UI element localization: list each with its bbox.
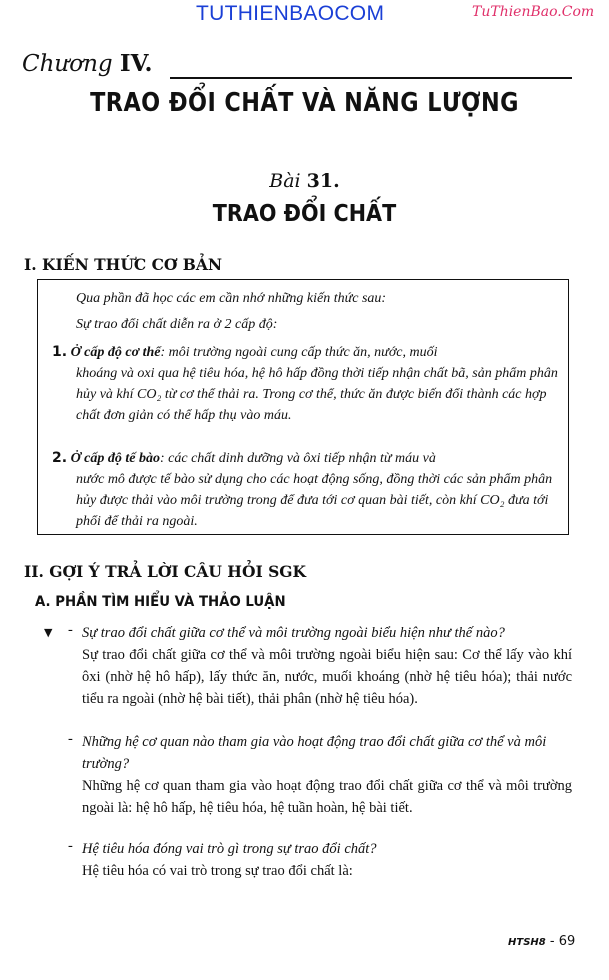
item-text: : các chất dinh dưỡng và ôxi tiếp nhận từ máu và xyxy=(160,451,436,466)
bullet-triangle-icon: ▼ xyxy=(44,626,53,639)
section-heading-answers: II. GỢI Ý TRẢ LỜI CÂU HỎI SGK xyxy=(24,562,306,581)
question-dash: - xyxy=(68,731,73,747)
summary-item-cell-level xyxy=(52,448,560,532)
summary-intro: Qua phần đã học các em cần nhớ những kiến thức sau: xyxy=(76,291,387,306)
lesson-word: Bài xyxy=(269,170,301,192)
lesson-number: 31. xyxy=(306,170,340,192)
lesson-title: TRAO ĐỔI CHẤT xyxy=(212,201,397,227)
item-text: : môi trường ngoài cung cấp thức ăn, nước, muối xyxy=(160,345,438,360)
page-number: 69 xyxy=(558,934,576,949)
item-term: Ở cấp độ cơ thể xyxy=(70,345,161,360)
summary-item-body-level xyxy=(52,342,560,426)
question-2: Những hệ cơ quan nào tham gia vào hoạt động trao đổi chất giữa cơ thể và môi trường? xyxy=(82,734,547,772)
chapter-rule xyxy=(170,77,572,79)
item-term: Ở cấp độ tế bào xyxy=(70,451,160,466)
item-text-continued: nước mô được tế bào sử dụng cho các hoạt động sống, đồng thời các sản phẩm phân hủy được thải vào môi trường trong để đưa tới cơ quan bài tiết, còn khí CO₂ đưa tới phổi để thải ra ngoài. xyxy=(76,472,553,529)
page-footer xyxy=(508,934,575,949)
item-number: 1. xyxy=(52,344,68,360)
lesson-label xyxy=(0,170,609,192)
question-dash: - xyxy=(68,838,73,854)
chapter-number: IV. xyxy=(119,50,153,77)
watermark-right: TuThienBao.Com xyxy=(472,4,595,20)
question-3: Hệ tiêu hóa đóng vai trò gì trong sự trao đổi chất? xyxy=(82,841,377,857)
summary-levels: Sự trao đổi chất diễn ra ở 2 cấp độ: xyxy=(76,317,278,332)
chapter-label xyxy=(22,50,153,77)
question-dash: - xyxy=(68,622,73,638)
chapter-title: TRAO ĐỔI CHẤT VÀ NĂNG LƯỢNG xyxy=(90,88,519,118)
item-text-continued: khoáng và oxi qua hệ tiêu hóa, hệ hô hấp đồng thời tiếp nhận chất bã, sản phẩm phân hủy và khí CO₂ từ cơ thể thải ra. Trong cơ thể, thức ăn được biến đổi thành các hợp chất đơn giản có thể hấp thụ vào máu. xyxy=(76,366,558,423)
book-code: HTSH8 xyxy=(508,937,546,948)
footer-separator: - xyxy=(545,934,559,949)
section-heading-basics: I. KIẾN THỨC CƠ BẢN xyxy=(24,255,223,274)
summary-box xyxy=(37,279,569,535)
answer-2: Những hệ cơ quan tham gia vào hoạt động trao đổi chất giữa cơ thể và môi trường ngoài là: hệ hô hấp, hệ tiêu hóa, hệ tuần hoàn, hệ bài tiết. xyxy=(82,778,572,816)
question-1: Sự trao đổi chất giữa cơ thể và môi trường ngoài biểu hiện như thế nào? xyxy=(82,625,505,641)
answer-1: Sự trao đổi chất giữa cơ thể và môi trường ngoài biểu hiện sau: Cơ thể lấy vào khí ôxi (nhờ hệ hô hấp), lấy thức ăn, nước, muối khoáng (nhờ hệ tiêu hóa); thải nước tiểu ra ngoài (nhờ hệ bài tiết), thải phân (nhờ hệ tiêu hóa). xyxy=(82,647,572,707)
chapter-word: Chương xyxy=(22,51,113,77)
watermark-left: TUTHIENBAOCOM xyxy=(196,2,385,25)
item-number: 2. xyxy=(52,450,68,466)
subsection-heading: A. PHẦN TÌM HIỂU VÀ THẢO LUẬN xyxy=(35,594,286,610)
answer-3: Hệ tiêu hóa có vai trò trong sự trao đổi chất là: xyxy=(82,863,353,879)
